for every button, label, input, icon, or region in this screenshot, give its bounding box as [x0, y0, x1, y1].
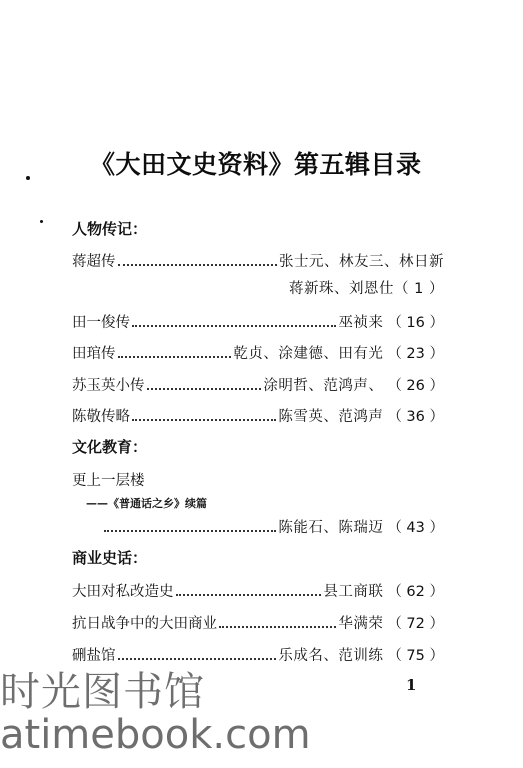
- dot-leader: [132, 419, 276, 421]
- entry-author: 陈能石、陈瑞迈: [278, 520, 384, 536]
- entry-subtitle: ——《普通话之乡》续篇: [86, 497, 207, 510]
- toc-entry: [72, 374, 444, 395]
- entry-title: 硎盐馆: [72, 648, 116, 664]
- margin-dot: [26, 176, 30, 180]
- toc-entry: [72, 405, 444, 426]
- entry-author: 陈雪英、范鸿声: [278, 409, 384, 425]
- dot-leader: [104, 530, 276, 532]
- dot-leader: [118, 264, 278, 266]
- section-heading-education: 文化教育：: [72, 438, 148, 456]
- dot-leader: [132, 325, 336, 327]
- dot-leader: [118, 356, 232, 358]
- entry-page: （ 43 ）: [387, 520, 444, 536]
- entry-title: 更上一层楼: [72, 473, 145, 489]
- entry-author: 乐成名、范训练: [278, 648, 384, 664]
- entry-title: 抗日战争中的大田商业: [72, 616, 217, 632]
- margin-dot: [40, 220, 43, 223]
- page-number: 1: [406, 676, 417, 694]
- section-heading-biographies: 人物传记：: [72, 220, 148, 238]
- entry-author: 巫祯来: [338, 315, 384, 331]
- entry-page: （ 62 ）: [387, 584, 444, 600]
- page-title: 《大田文史资料》第五辑目录: [90, 150, 422, 179]
- entry-author: 张士元、林友三、林日新: [279, 254, 444, 270]
- dot-leader: [219, 626, 336, 628]
- entry-page: （ 16 ）: [387, 315, 444, 331]
- entry-page: （ 23 ）: [387, 346, 444, 362]
- toc-entry: [72, 342, 444, 363]
- entry-title: 陈敬传略: [72, 409, 130, 425]
- entry-continuation: 蒋新珠、刘恩仕（ 1 ）: [289, 281, 444, 297]
- toc-entry: [72, 250, 444, 271]
- entry-title: 田琯传: [72, 346, 116, 362]
- entry-title: 蒋超传: [72, 254, 116, 270]
- entry-title: 田一俊传: [72, 315, 130, 331]
- entry-author: 涂明哲、范鸿声、: [263, 378, 384, 394]
- dot-leader: [147, 388, 262, 390]
- toc-entry: [72, 469, 444, 490]
- section-heading-commerce: 商业史话：: [72, 549, 148, 567]
- entry-page: （ 36 ）: [387, 409, 444, 425]
- watermark-chinese: 时光图书馆: [0, 669, 205, 715]
- entry-author: 县工商联: [323, 584, 384, 600]
- entry-title: 苏玉英小传: [72, 378, 145, 394]
- toc-entry: [72, 580, 444, 601]
- entry-page: （ 26 ）: [387, 378, 444, 394]
- entry-page: （ 75 ）: [387, 648, 444, 664]
- watermark-url: atimebook.com: [0, 712, 311, 758]
- entry-page: （ 72 ）: [387, 616, 444, 632]
- toc-entry: [72, 311, 444, 332]
- toc-entry: [72, 612, 444, 633]
- entry-author: 华满荣: [338, 616, 384, 632]
- toc-entry: [102, 516, 444, 537]
- entry-title: 大田对私改造史: [72, 584, 174, 600]
- dot-leader: [176, 594, 322, 596]
- entry-author: 乾贞、涂建德、田有光: [233, 346, 384, 362]
